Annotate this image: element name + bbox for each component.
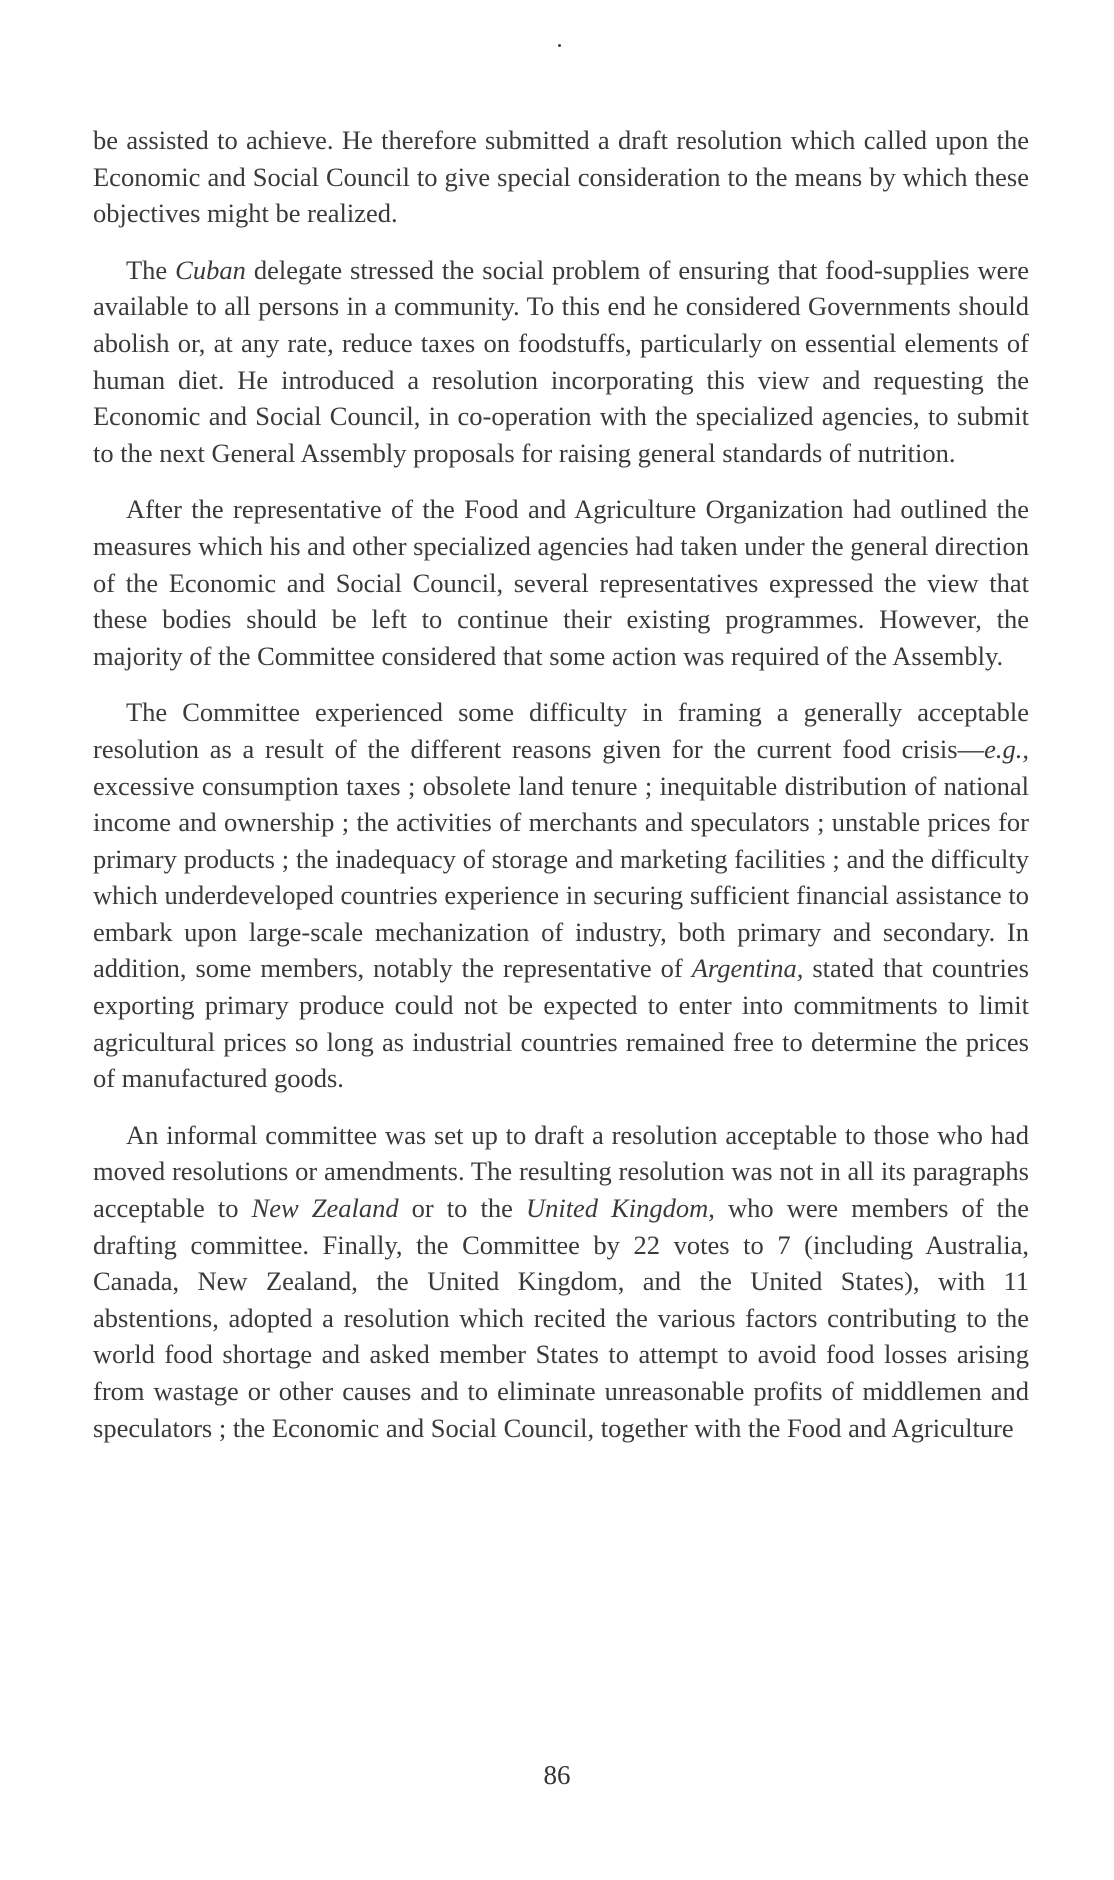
page-number: 86	[543, 1760, 571, 1790]
text-segment: or to the	[398, 1193, 526, 1224]
text-segment-italic: United Kingdom,	[525, 1193, 715, 1224]
paragraph-3	[93, 491, 1029, 674]
text-segment-italic: Cuban	[175, 254, 246, 285]
paragraph-5	[93, 1117, 1029, 1446]
text-segment-italic: e.g.,	[984, 733, 1029, 764]
paragraph-4	[93, 694, 1029, 1097]
text-segment: The Committee experienced some difficulty in framing a generally acceptable resolution as a result of the different reasons given for the current food crisis—	[93, 697, 1029, 764]
text-segment: be assisted to achieve. He therefore submitted a draft resolution which called upon the Economic and Social Council to give special consideration to the means by which these objectives might be realized.	[93, 125, 1029, 229]
text-segment-italic: Argentina,	[691, 953, 804, 984]
text-segment: who were members of the drafting committee. Finally, the Committee by 22 votes to 7 (including Australia, Canada, New Zealand, the United Kingdom, and the United States), with 11 abstentions, adopted a resolution which recited the various factors contributing to the world food shortage and asked member States to attempt to avoid food losses arising from wastage or other causes and to eliminate unreasonable profits of middlemen and speculators ; the Economic and Social Council, together with the Food and Agriculture	[93, 1193, 1029, 1443]
text-segment: delegate stressed the social problem of ensuring that food-supplies were available to all persons in a community. To this end he considered Governments should abolish or, at any rate, reduce taxes on foodstuffs, particularly on essential elements of human diet. He introduced a resolution incorporating this view and requesting the Economic and Social Council, in co-operation with the specialized agencies, to submit to the next General Assembly proposals for raising general standards of nutrition.	[93, 254, 1029, 468]
text-segment: stated that countries exporting primary produce could not be expected to enter into commitments to limit agricultural prices so long as industrial countries remained free to determine the prices of manufactured goods.	[93, 953, 1029, 1094]
paragraph-2	[93, 252, 1029, 472]
text-segment: An informal committee was set up to draft a resolution acceptable to those who had moved resolutions or amendments. The resulting resolution was not in all its paragraphs acceptable to	[93, 1119, 1029, 1224]
body-text	[93, 122, 1029, 1466]
text-segment: excessive consumption taxes ; obsolete land tenure ; inequitable distribution of national income and ownership ; the activities of merchants and speculators ; unstable prices for primary products ; the inadequacy of storage and marketing facilities ; and the difficulty which underdeveloped countries experience in securing sufficient financial assistance to embark upon large-scale mechanization of industry, both primary and secondary. In addition, some members, notably the representative of	[93, 770, 1029, 984]
text-segment: The	[126, 254, 176, 285]
paragraph-1	[93, 122, 1029, 232]
text-segment-italic: New Zealand	[251, 1193, 399, 1224]
printed-dot-mark	[558, 44, 561, 47]
text-segment: After the representative of the Food and Agriculture Organization had outlined the measures which his and other specialized agencies had taken under the general direction of the Economic and Social Council, several representatives expressed the view that these bodies should be left to continue their existing programmes. However, the majority of the Committee considered that some action was required of the Assembly.	[93, 494, 1029, 671]
